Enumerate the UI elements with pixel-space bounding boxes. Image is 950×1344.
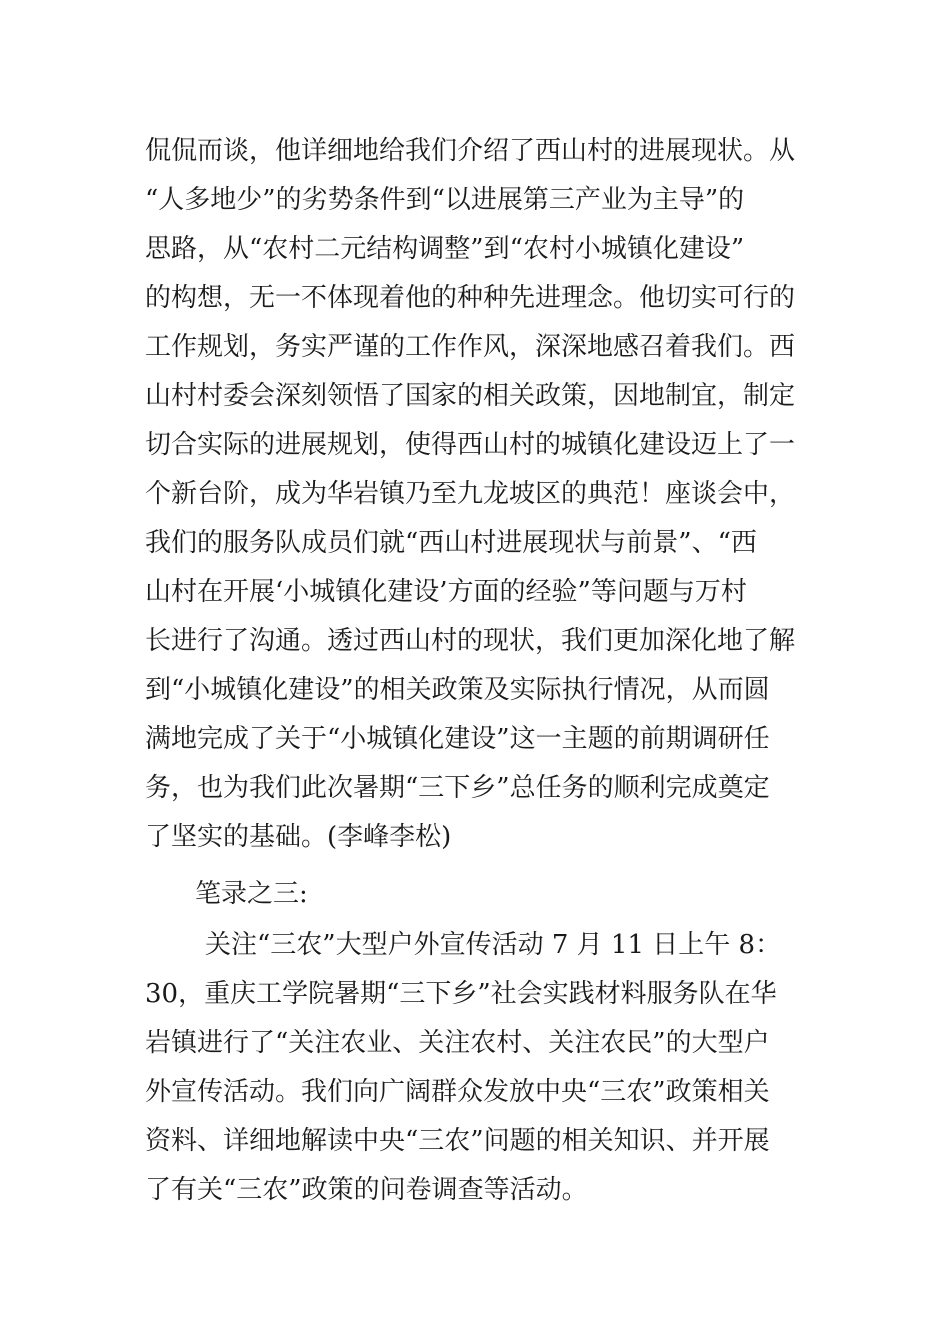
text-line: 到“小城镇化建设”的相关政策及实际执行情况，从而圆 xyxy=(145,675,770,705)
text-line: 岩镇进行了“关注农业、关注农村、关注农民”的大型户 xyxy=(145,1028,770,1058)
text-line: 关注“三农”大型户外宣传活动 7 月 11 日上午 8： xyxy=(205,930,782,960)
text-line: 切合实际的进展规划，使得西山村的城镇化建设迈上了一 xyxy=(145,430,796,460)
text-line: “人多地少”的劣势条件到“以进展第三产业为主导”的 xyxy=(145,185,745,215)
section-heading: 笔录之三: xyxy=(195,879,308,909)
text-line: 30，重庆工学院暑期“三下乡”社会实践材料服务队在华 xyxy=(145,979,777,1009)
text-line: 山村在开展‘小城镇化建设’方面的经验”等问题与万村 xyxy=(145,577,747,607)
text-line: 侃侃而谈，他详细地给我们介绍了西山村的进展现状。从 xyxy=(145,136,796,166)
text-line: 资料、详细地解读中央“三农”问题的相关知识、并开展 xyxy=(145,1126,770,1156)
text-line: 务，也为我们此次暑期“三下乡”总任务的顺利完成奠定 xyxy=(145,773,770,803)
text-line: 思路，从“农村二元结构调整”到“农村小城镇化建设” xyxy=(145,234,745,264)
text-line: 工作规划，务实严谨的工作作风，深深地感召着我们。西 xyxy=(145,332,796,362)
text-line: 长进行了沟通。透过西山村的现状，我们更加深化地了解 xyxy=(145,626,796,656)
text-line: 了坚实的基础。(李峰李松) xyxy=(145,822,452,852)
text-line: 个新台阶，成为华岩镇乃至九龙坡区的典范！座谈会中， xyxy=(145,479,796,509)
text-line: 我们的服务队成员们就“西山村进展现状与前景”、“西 xyxy=(145,528,757,558)
text-line: 了有关“三农”政策的问卷调查等活动。 xyxy=(145,1175,588,1205)
text-line: 满地完成了关于“小城镇化建设”这一主题的前期调研任 xyxy=(145,724,770,754)
text-line: 的构想，无一不体现着他的种种先进理念。他切实可行的 xyxy=(145,283,796,313)
text-line: 山村村委会深刻领悟了国家的相关政策，因地制宜，制定 xyxy=(145,381,796,411)
text-line: 外宣传活动。我们向广阔群众发放中央“三农”政策相关 xyxy=(145,1077,770,1107)
